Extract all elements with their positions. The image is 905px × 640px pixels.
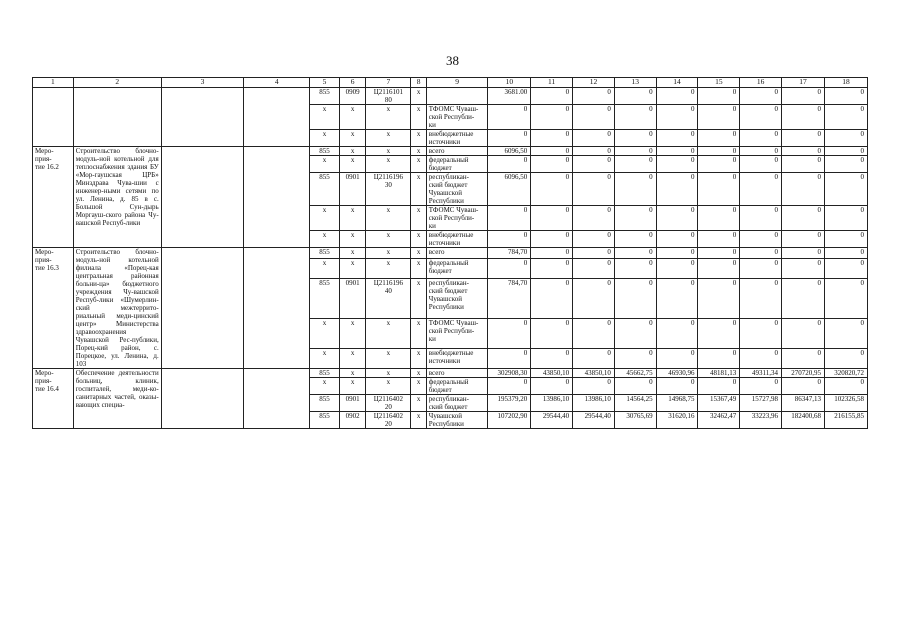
column-header: 17 <box>782 78 825 88</box>
table-cell: 0 <box>698 348 740 368</box>
table-cell: 0 <box>782 156 825 173</box>
empty-cell <box>244 248 310 369</box>
table-cell: 0 <box>740 279 782 319</box>
table-cell: всего <box>426 369 488 378</box>
table-cell: 0 <box>656 206 698 231</box>
table-cell: 0 <box>782 147 825 156</box>
table-cell: 0 <box>698 279 740 319</box>
table-cell: Ц2116402 20 <box>366 395 411 412</box>
table-cell: 0 <box>698 156 740 173</box>
table-cell: 0 <box>824 156 867 173</box>
column-header: 2 <box>73 78 161 88</box>
table-cell: 0 <box>531 156 573 173</box>
table-cell: 855 <box>310 147 340 156</box>
table-cell: х <box>411 318 426 348</box>
table-cell: 0 <box>573 378 615 395</box>
table-cell: х <box>411 88 426 105</box>
table-cell: х <box>366 369 411 378</box>
table-cell: 855 <box>310 279 340 319</box>
table-cell: 0 <box>824 130 867 147</box>
table-cell: х <box>411 412 426 429</box>
table-cell: х <box>411 156 426 173</box>
table-cell: 0 <box>698 147 740 156</box>
table-cell: х <box>411 348 426 368</box>
table-cell: 0 <box>824 105 867 130</box>
column-header: 13 <box>614 78 656 88</box>
column-header: 3 <box>161 78 244 88</box>
table-cell: федеральный бюджет <box>426 378 488 395</box>
table-cell: 0 <box>488 156 531 173</box>
column-header: 14 <box>656 78 698 88</box>
table-cell: х <box>339 248 365 259</box>
table-cell: 0 <box>740 147 782 156</box>
table-cell: 0 <box>531 206 573 231</box>
table-cell: х <box>366 378 411 395</box>
table-cell: 0 <box>824 206 867 231</box>
table-cell: 0 <box>614 378 656 395</box>
table-cell: 0 <box>531 279 573 319</box>
table-cell: 45662,75 <box>614 369 656 378</box>
table-cell: 855 <box>310 173 340 206</box>
table-cell: 0 <box>782 206 825 231</box>
table-cell: 0901 <box>339 395 365 412</box>
table-cell: 0 <box>614 206 656 231</box>
table-cell: х <box>310 206 340 231</box>
table-cell: 0 <box>698 206 740 231</box>
table-cell: ТФОМС Чуваш- ской Республи- ки <box>426 105 488 130</box>
table-cell: 0 <box>824 248 867 259</box>
table-row <box>33 369 868 378</box>
table-cell: 0 <box>656 378 698 395</box>
table-cell: 0 <box>656 173 698 206</box>
table-cell: 0 <box>656 318 698 348</box>
table-cell: 0 <box>824 88 867 105</box>
table-cell: 0 <box>740 318 782 348</box>
table-cell: 0 <box>656 248 698 259</box>
table-cell: 0909 <box>339 88 365 105</box>
table-cell: 49311,34 <box>740 369 782 378</box>
table-cell: 0 <box>614 318 656 348</box>
table-cell: 0 <box>614 279 656 319</box>
table-cell: 0 <box>614 231 656 248</box>
empty-cell <box>244 88 310 147</box>
table-cell: х <box>411 231 426 248</box>
table-cell: республикан- ский бюджет <box>426 395 488 412</box>
table-cell: х <box>310 378 340 395</box>
column-header: 4 <box>244 78 310 88</box>
table-cell: 216155,85 <box>824 412 867 429</box>
table-cell: 0 <box>656 156 698 173</box>
table-cell: 0 <box>740 248 782 259</box>
table-cell: 0 <box>740 206 782 231</box>
table-cell: х <box>310 348 340 368</box>
table-cell: 0 <box>573 318 615 348</box>
column-header: 5 <box>310 78 340 88</box>
table-cell: х <box>339 258 365 278</box>
table-cell: 0 <box>740 88 782 105</box>
table-cell: х <box>366 348 411 368</box>
table-cell: 0 <box>656 348 698 368</box>
table-cell: 0 <box>614 173 656 206</box>
table-cell: внебюджетные источники <box>426 231 488 248</box>
table-cell: 0 <box>488 378 531 395</box>
table-cell: 0 <box>740 258 782 278</box>
table-cell: федеральный бюджет <box>426 156 488 173</box>
table-cell: 0 <box>698 231 740 248</box>
column-header: 18 <box>824 78 867 88</box>
table-cell: х <box>411 369 426 378</box>
table-cell: 855 <box>310 88 340 105</box>
table-cell: Чувашской Республики <box>426 412 488 429</box>
table-cell: 0 <box>824 258 867 278</box>
table-cell: 0 <box>573 88 615 105</box>
empty-cell <box>161 147 244 248</box>
table-cell: 0 <box>656 88 698 105</box>
table-cell: х <box>339 348 365 368</box>
table-cell: 43850,10 <box>573 369 615 378</box>
table-cell: 0 <box>573 258 615 278</box>
table-cell: 0 <box>573 130 615 147</box>
table-cell: 0 <box>698 130 740 147</box>
description-cell: Строительство блочно-модуль-ной котельной филиала «Порец-кая центральная районная больни-ца» бюджетного учреждения Чу-вашской Респуб-лики «Шумерлин-ский межтеррито-риальный меди-цинский центр» Министерства здравоохранения Чувашской Рес-публики, Порец-кий район, с. Порецкое, ул. Ленина, д. 103 <box>73 248 161 369</box>
table-row <box>33 147 868 156</box>
table-cell: 6096,50 <box>488 147 531 156</box>
empty-cell <box>161 369 244 429</box>
table-cell: 302908,30 <box>488 369 531 378</box>
table-cell: х <box>310 258 340 278</box>
table-cell: 0 <box>488 130 531 147</box>
table-cell: всего <box>426 147 488 156</box>
table-cell: 32462,47 <box>698 412 740 429</box>
table-cell: 0 <box>573 156 615 173</box>
table-cell: республикан- ский бюджет Чувашской Республики <box>426 279 488 319</box>
table-cell: 0 <box>782 130 825 147</box>
table-cell: 0 <box>824 378 867 395</box>
table-cell: 855 <box>310 369 340 378</box>
event-cell: Меро- прия- тие 16.3 <box>33 248 74 369</box>
table-cell: Ц2116196 30 <box>366 173 411 206</box>
table-cell: х <box>411 147 426 156</box>
table-cell: 0 <box>573 147 615 156</box>
table-cell: х <box>366 318 411 348</box>
table-cell: 195379,20 <box>488 395 531 412</box>
table-cell: х <box>310 318 340 348</box>
table-cell: х <box>366 130 411 147</box>
table-cell: 0 <box>614 130 656 147</box>
table-cell: ТФОМС Чуваш- ской Республи- ки <box>426 318 488 348</box>
table-cell: х <box>339 156 365 173</box>
table-cell: 0 <box>573 206 615 231</box>
table-cell: 0 <box>531 378 573 395</box>
table-cell: 270720,95 <box>782 369 825 378</box>
table-cell: 15727,98 <box>740 395 782 412</box>
table-cell: 29544,40 <box>573 412 615 429</box>
column-header: 1 <box>33 78 74 88</box>
table-cell: 0 <box>824 231 867 248</box>
table-cell: х <box>366 248 411 259</box>
empty-cell <box>161 88 244 147</box>
table-cell: х <box>411 206 426 231</box>
table-cell: федеральный бюджет <box>426 258 488 278</box>
table-cell: 855 <box>310 395 340 412</box>
table-cell: 3681.00 <box>488 88 531 105</box>
table-cell: 0 <box>656 130 698 147</box>
table-cell: 107202,90 <box>488 412 531 429</box>
table-cell: 0 <box>824 318 867 348</box>
table-cell: 855 <box>310 248 340 259</box>
empty-cell <box>244 147 310 248</box>
table-cell: 0 <box>614 258 656 278</box>
table-cell: 0 <box>573 248 615 259</box>
table-cell: 0 <box>656 279 698 319</box>
table-cell: х <box>366 156 411 173</box>
table-cell: 0 <box>614 105 656 130</box>
table-cell: 0 <box>488 231 531 248</box>
event-cell: Меро- прия- тие 16.4 <box>33 369 74 429</box>
table-cell: 102326,58 <box>824 395 867 412</box>
table-cell: х <box>411 105 426 130</box>
table-cell: 0 <box>698 378 740 395</box>
event-cell <box>33 88 74 147</box>
table-cell: 0 <box>782 258 825 278</box>
table-cell: 15367,49 <box>698 395 740 412</box>
table-cell: 0 <box>740 156 782 173</box>
table-cell: х <box>339 147 365 156</box>
table-cell: 0901 <box>339 279 365 319</box>
empty-cell <box>161 248 244 369</box>
table-cell: 0 <box>488 206 531 231</box>
table-cell: 13986,10 <box>531 395 573 412</box>
table-cell: 0 <box>531 348 573 368</box>
table-cell: 0 <box>824 279 867 319</box>
table-cell: 0 <box>531 231 573 248</box>
table-cell: 0 <box>656 147 698 156</box>
table-row <box>33 88 868 105</box>
table-cell: 0 <box>824 147 867 156</box>
table-cell: 43850,10 <box>531 369 573 378</box>
table-cell: 0 <box>740 173 782 206</box>
table-cell: 46930,96 <box>656 369 698 378</box>
table-cell: 0 <box>782 173 825 206</box>
table-cell: 0 <box>573 279 615 319</box>
table-cell: 0 <box>614 88 656 105</box>
table-cell: 0 <box>573 105 615 130</box>
table-cell: Ц2116101 80 <box>366 88 411 105</box>
table-cell: х <box>366 206 411 231</box>
column-header: 8 <box>411 78 426 88</box>
table-cell: Ц2116196 40 <box>366 279 411 319</box>
table-cell: 0 <box>531 88 573 105</box>
table-cell: 784,70 <box>488 248 531 259</box>
table-cell: 48181,13 <box>698 369 740 378</box>
table-cell: 784,70 <box>488 279 531 319</box>
table-cell: х <box>339 231 365 248</box>
table-cell: всего <box>426 248 488 259</box>
table-cell: 0 <box>740 105 782 130</box>
table-cell: 0 <box>656 258 698 278</box>
table-cell: 0 <box>782 279 825 319</box>
table-cell: 0 <box>531 147 573 156</box>
table-cell: 29544,40 <box>531 412 573 429</box>
table-cell: х <box>411 395 426 412</box>
table-cell: х <box>339 378 365 395</box>
table-cell: 0 <box>782 348 825 368</box>
table-cell: х <box>366 147 411 156</box>
table-cell: 0 <box>573 348 615 368</box>
table-cell: 0 <box>614 156 656 173</box>
event-cell: Меро- прия- тие 16.2 <box>33 147 74 248</box>
column-header: 15 <box>698 78 740 88</box>
table-cell: 0901 <box>339 173 365 206</box>
table-cell: 0 <box>740 378 782 395</box>
table-cell: 0 <box>824 173 867 206</box>
table-cell: 0 <box>488 105 531 130</box>
table-cell: 13986,10 <box>573 395 615 412</box>
table-cell: 0 <box>782 318 825 348</box>
table-cell: 86347,13 <box>782 395 825 412</box>
table-cell: х <box>339 318 365 348</box>
table-body <box>33 88 868 429</box>
table-cell: 14564,25 <box>614 395 656 412</box>
page-number: 38 <box>446 53 459 68</box>
column-header: 16 <box>740 78 782 88</box>
column-header: 9 <box>426 78 488 88</box>
table-cell: 0 <box>531 173 573 206</box>
table-cell: 0 <box>782 231 825 248</box>
table-cell: 0 <box>614 147 656 156</box>
table-cell: 0 <box>488 348 531 368</box>
table-cell: х <box>339 130 365 147</box>
table-cell: 0 <box>698 88 740 105</box>
table-cell: 0 <box>531 130 573 147</box>
table-cell: х <box>411 173 426 206</box>
column-header: 10 <box>488 78 531 88</box>
table-cell: х <box>366 258 411 278</box>
table-cell: х <box>411 279 426 319</box>
column-header: 6 <box>339 78 365 88</box>
table-cell: 0 <box>824 348 867 368</box>
table-cell: 0 <box>782 248 825 259</box>
table-cell: 0 <box>573 173 615 206</box>
table-cell: 0 <box>531 258 573 278</box>
table-row <box>33 248 868 259</box>
table-cell: 0 <box>782 105 825 130</box>
header-row <box>33 78 868 88</box>
table-cell: 6096,50 <box>488 173 531 206</box>
table-cell: х <box>366 105 411 130</box>
table-cell: 0 <box>782 378 825 395</box>
table-cell: 0 <box>782 88 825 105</box>
table-cell: 0 <box>698 248 740 259</box>
budget-table <box>32 77 868 429</box>
table-cell: 320820,72 <box>824 369 867 378</box>
table-cell: 0 <box>698 318 740 348</box>
table-cell: 0 <box>740 348 782 368</box>
table-cell: х <box>411 258 426 278</box>
table-cell: х <box>310 105 340 130</box>
table-cell: 33223,96 <box>740 412 782 429</box>
table-cell: х <box>339 206 365 231</box>
table-cell: 0 <box>698 173 740 206</box>
table-cell: 0 <box>531 105 573 130</box>
description-cell: Строительство блочно-модуль-ной котельной для теплоснабжения здания БУ «Мор-гаушская ЦРБ» Минздрава Чува-шии с инженер-ными сетями по ул. Ленина, д. 85 в с. Большой Сун-дырь Моргауш-ского района Чу-вашской Респуб-лики <box>73 147 161 248</box>
description-cell: Обеспечение деятельности больниц, клиник, госпиталей, меди-ко-санитарных частей, оказы-вающих специа- <box>73 369 161 429</box>
table-cell: х <box>411 378 426 395</box>
table-cell: республикан- ский бюджет Чувашской Республики <box>426 173 488 206</box>
table-cell: 0 <box>531 318 573 348</box>
table-cell: Ц2116402 20 <box>366 412 411 429</box>
table-cell: 0 <box>573 231 615 248</box>
table-cell: 0 <box>656 105 698 130</box>
table-cell: х <box>310 156 340 173</box>
table-cell: 31620,16 <box>656 412 698 429</box>
table-cell <box>426 88 488 105</box>
table-cell: 0 <box>698 258 740 278</box>
table-cell: ТФОМС Чуваш- ской Республи- ки <box>426 206 488 231</box>
table-cell: внебюджетные источники <box>426 348 488 368</box>
table-cell: х <box>310 231 340 248</box>
table-cell: 0 <box>740 130 782 147</box>
table-cell: х <box>411 130 426 147</box>
table-cell: 0 <box>488 318 531 348</box>
table-cell: 30765,69 <box>614 412 656 429</box>
table-cell: 0 <box>488 258 531 278</box>
table-cell: 855 <box>310 412 340 429</box>
table-cell: внебюджетные источники <box>426 130 488 147</box>
table-cell: 0902 <box>339 412 365 429</box>
empty-cell <box>244 369 310 429</box>
column-header: 11 <box>531 78 573 88</box>
table-cell: 0 <box>614 348 656 368</box>
table-cell: х <box>366 231 411 248</box>
column-header: 7 <box>366 78 411 88</box>
table-cell: 182400,68 <box>782 412 825 429</box>
table-cell: 0 <box>531 248 573 259</box>
table-cell: 0 <box>656 231 698 248</box>
column-header: 12 <box>573 78 615 88</box>
table-cell: х <box>310 130 340 147</box>
table-cell: 0 <box>614 248 656 259</box>
table-cell: х <box>411 248 426 259</box>
table-cell: х <box>339 369 365 378</box>
table-cell: 0 <box>698 105 740 130</box>
description-cell <box>73 88 161 147</box>
table-cell: 14968,75 <box>656 395 698 412</box>
table-cell: х <box>339 105 365 130</box>
table-cell: 0 <box>740 231 782 248</box>
